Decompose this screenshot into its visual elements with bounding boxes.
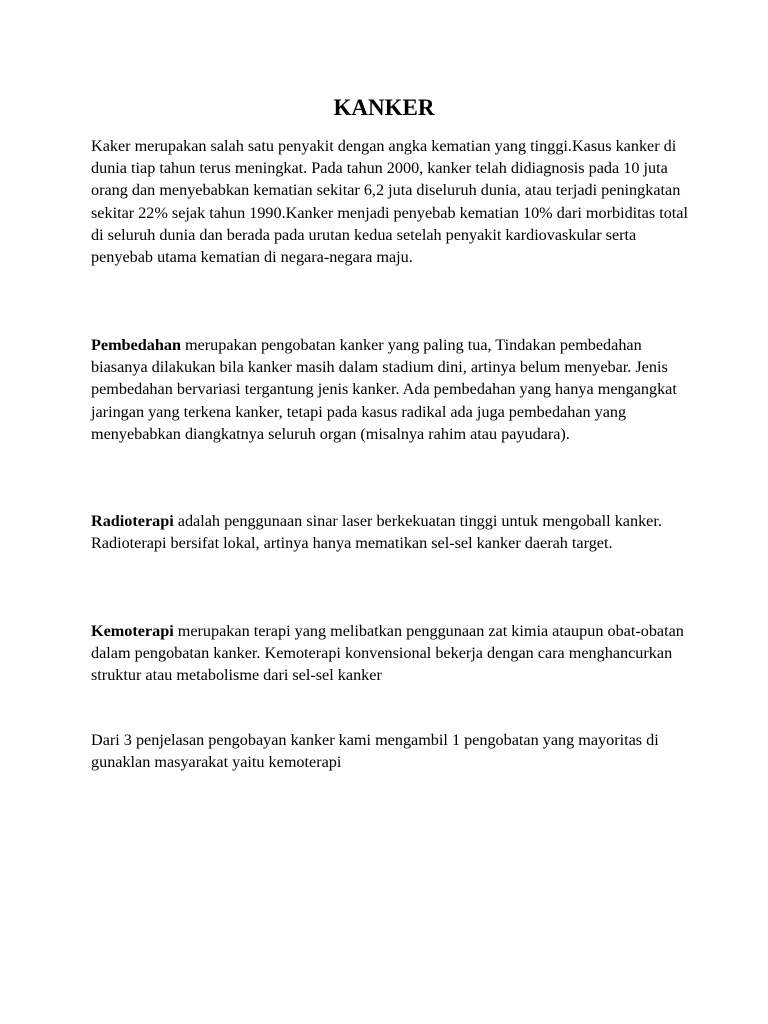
section-term: Kemoterapi xyxy=(91,622,174,640)
section-text: adalah penggunaan sinar laser berkekuatan tinggi untuk mengoball kanker. Radioterapi bersifat lokal, artinya hanya mematikan sel-sel kanker daerah target. xyxy=(91,512,662,553)
section-term: Pembedahan xyxy=(91,336,181,354)
conclusion-paragraph: Dari 3 penjelasan pengobayan kanker kami mengambil 1 pengobatan yang mayoritas di gunaklan masyarakat yaitu kemoterapi xyxy=(91,731,659,772)
page-title: KANKER xyxy=(333,95,435,120)
section-term: Radioterapi xyxy=(91,512,174,530)
section-text: merupakan terapi yang melibatkan penggunaan zat kimia ataupun obat-obatan dalam pengobatan kanker. Kemoterapi konvensional bekerja dengan cara menghancurkan struktur atau metabolisme dari sel-sel kanker xyxy=(91,622,684,685)
intro-paragraph: Kaker merupakan salah satu penyakit dengan angka kematian yang tinggi.Kasus kanker di dunia tiap tahun terus meningkat. Pada tahun 2000, kanker telah didiagnosis pada 10 juta orang dan menyebabkan kematian sekitar 6,2 juta diseluruh dunia, atau terjadi peningkatan sekitar 22% sejak tahun 1990.Kanker menjadi penyebab kematian 10% dari morbiditas total di seluruh dunia dan berada pada urutan kedua setelah penyakit kardiovaskular serta penyebab utama kematian di negara-negara maju. xyxy=(91,137,688,267)
section-text: merupakan pengobatan kanker yang paling tua, Tindakan pembedahan biasanya dilakukan bila kanker masih dalam stadium dini, artinya belum menyebar. Jenis pembedahan bervariasi tergantung jenis kanker. Ada pembedahan yang hanya mengangkat jaringan yang terkena kanker, tetapi pada kasus radikal ada juga pembedahan yang menyebabkan diangkatnya seluruh organ (misalnya rahim atau payudara). xyxy=(91,336,677,443)
section-radioterapi xyxy=(91,510,691,554)
section-kemoterapi xyxy=(91,620,691,687)
section-pembedahan xyxy=(91,334,691,445)
